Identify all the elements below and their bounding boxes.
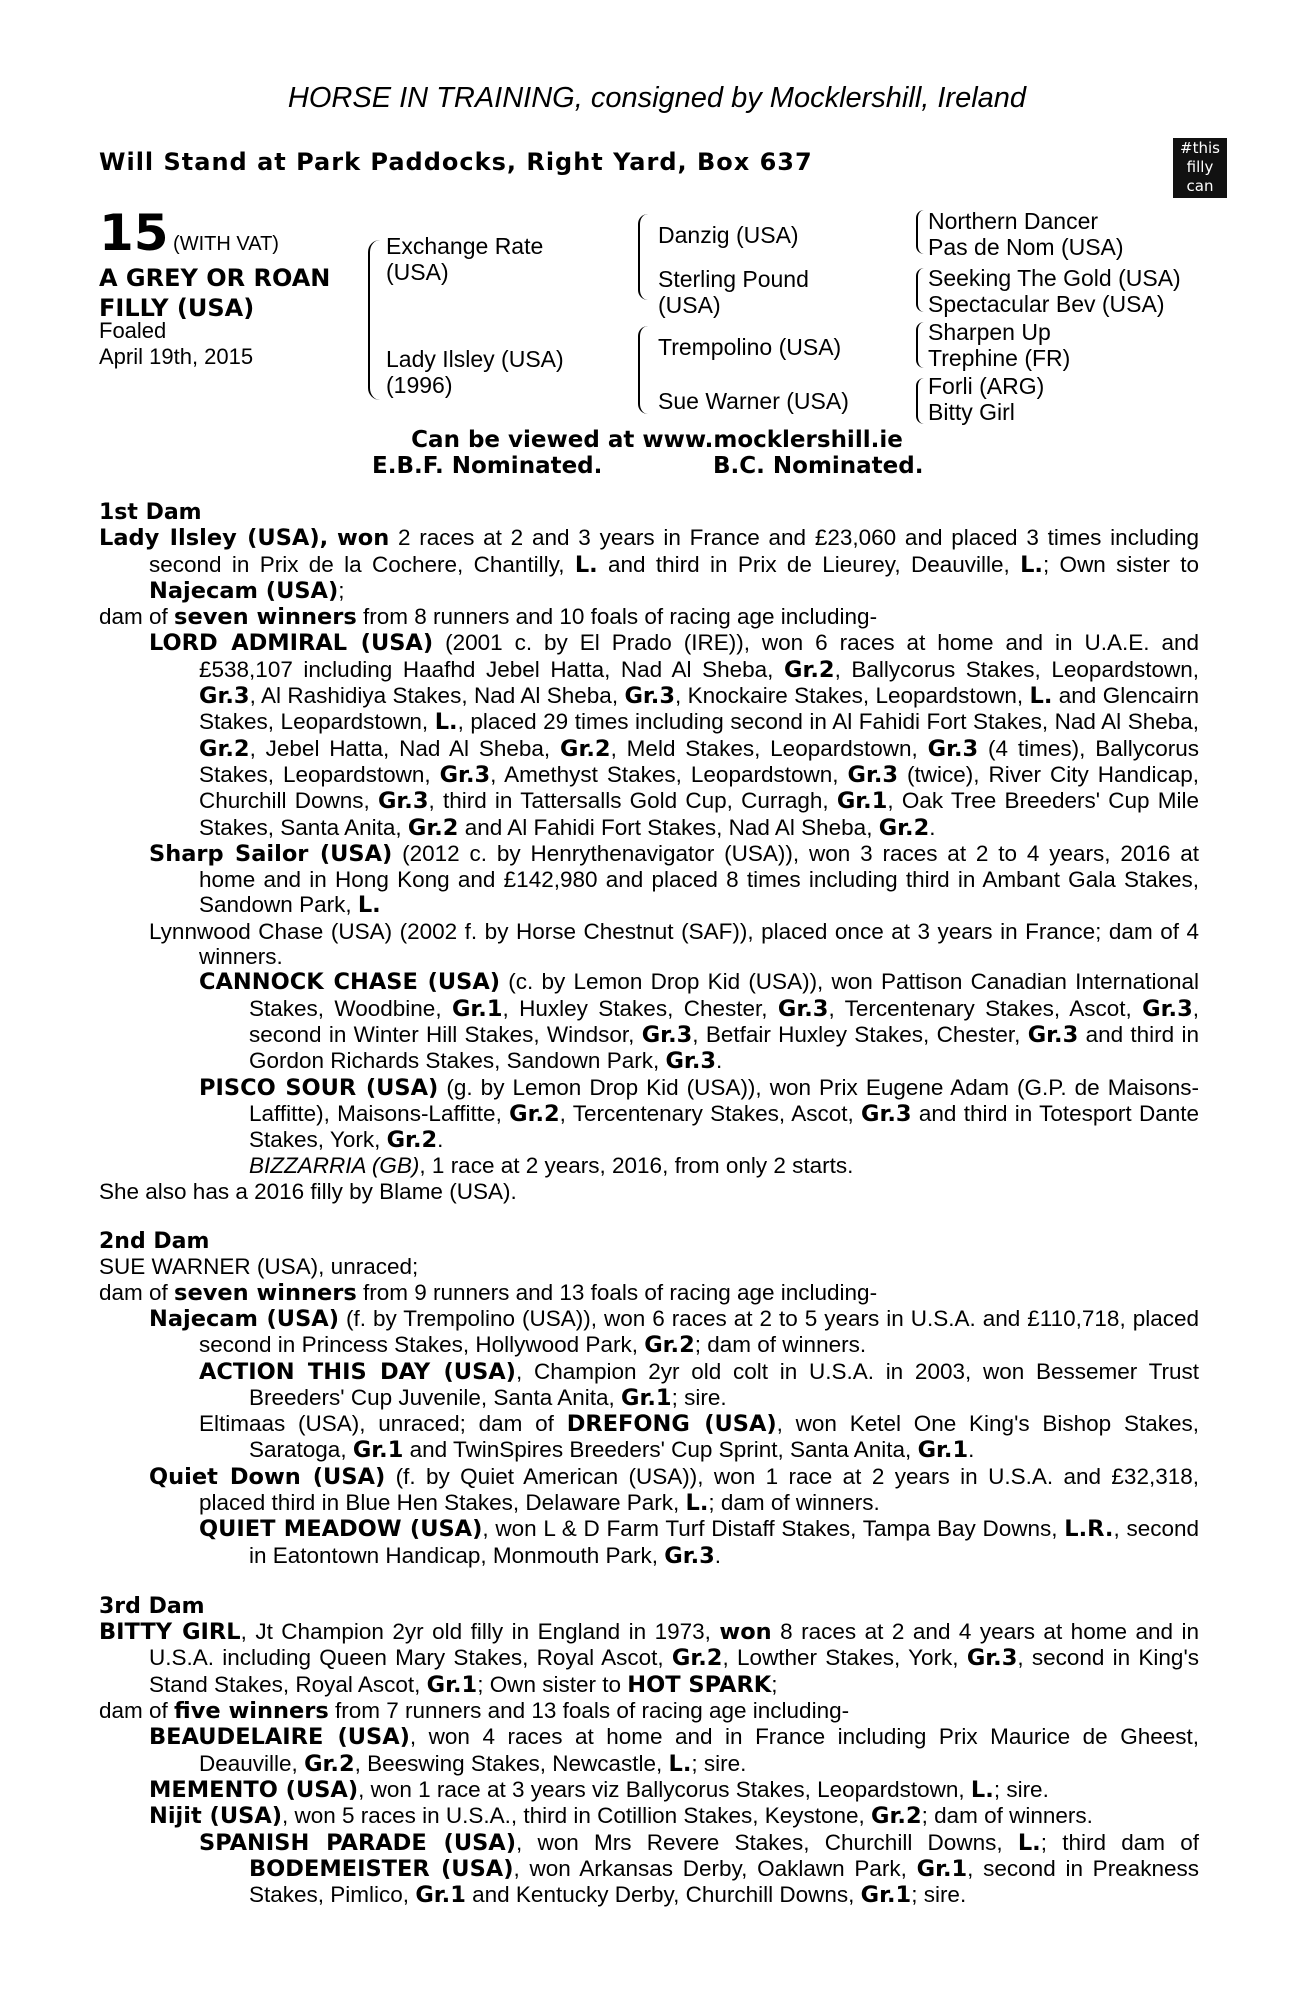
dam-name: Lady Ilsley (USA) [386, 346, 564, 372]
description-line-1: A GREY OR ROAN [99, 264, 331, 292]
pedigree-g7: Forli (ARG) [928, 373, 1045, 399]
produce-nijit: Nijit (USA), won 5 races in U.S.A., third in Cotillion Stakes, Keystone, Gr.2; dam of winners. [149, 1803, 1093, 1830]
lot-number: 15 [99, 204, 169, 262]
first-dam-heading: 1st Dam [99, 500, 202, 525]
pedigree-g8: Bitty Girl [928, 399, 1015, 425]
pedigree-sire-sire: Danzig (USA) [658, 222, 799, 248]
third-dam-produce-line: dam of five winners from 7 runners and 13 foals of racing age including- [99, 1698, 850, 1725]
lot-description [99, 263, 330, 323]
second-dam-heading: 2nd Dam [99, 1229, 210, 1255]
sire-parents-brace [638, 214, 648, 300]
produce-memento: MEMENTO (USA), won 1 race at 3 years viz Ballycorus Stakes, Leopardstown, L.; sire. [149, 1776, 1049, 1803]
foaled-date: April 19th, 2015 [99, 344, 254, 369]
description-line-2: FILLY (USA) [99, 294, 255, 322]
first-dam-produce-line: dam of seven winners from 8 runners and 10 foals of racing age including- [99, 604, 878, 631]
produce-lord-admiral: LORD ADMIRAL (USA) (2001 c. by El Prado (IRE)), won 6 races at home and in U.A.E. and £538,107 including Haafhd Jebel Hatta, Nad Al Sheba, Gr.2, Ballycorus Stakes, Leopardstown, Gr.3, Al Rashidiya Stakes, Nad Al Sheba, Gr.3, Knockaire Stakes, Leopardstown, L. and Glencairn Stakes, Leopardstown, L., placed 29 times including second in Al Fahidi Fort Stakes, Nad Al Sheba, Gr.2, Jebel Hatta, Nad Al Sheba, Gr.2, Meld Stakes, Leopardstown, Gr.3 (4 times), Ballycorus Stakes, Leopardstown, Gr.3, Amethyst Stakes, Leopardstown, Gr.3 (twice), River City Handicap, Churchill Downs, Gr.3, third in Tattersalls Gold Cup, Curragh, Gr.1, Oak Tree Breeders' Cup Mile Stakes, Santa Anita, Gr.2 and Al Fahidi Fort Stakes, Nad Al Sheba, Gr.2. [149, 630, 1200, 841]
foaled-info [99, 318, 253, 370]
pedigree-sire-dam [658, 266, 809, 318]
g-brace-2 [916, 268, 924, 312]
vat-label: (WITH VAT) [173, 233, 279, 255]
produce-action-this-day: ACTION THIS DAY (USA), Champion 2yr old colt in U.S.A. in 2003, won Bessemer Trust Breeders' Cup Juvenile, Santa Anita, Gr.1; sire. [199, 1358, 1199, 1411]
ebf-nominated: E.B.F. Nominated. [372, 453, 603, 479]
produce-pisco-sour: PISCO SOUR (USA) (g. by Lemon Drop Kid (USA)), won Prix Eugene Adam (G.P. de Maisons-Laffitte), Maisons-Laffitte, Gr.2, Tercentenary Stakes, Ascot, Gr.3 and third in Totesport Dante Stakes, York, Gr.2. [199, 1074, 1199, 1154]
g-brace-3 [916, 322, 924, 368]
badge-line-3: can [1186, 177, 1214, 195]
pedigree-g6: Trephine (FR) [928, 345, 1071, 371]
sire-dam-name: Sterling Pound [658, 266, 809, 292]
sire-dam-origin: (USA) [658, 292, 721, 318]
pedigree-dam-sire: Trempolino (USA) [658, 334, 842, 360]
own-sister-name: Najecam (USA) [149, 577, 339, 604]
produce-quiet-down: Quiet Down (USA) (f. by Quiet American (USA)), won 1 race at 2 years in U.S.A. and £32,318, placed third in Blue Hen Stakes, Delaware Park, L.; dam of winners. [149, 1463, 1199, 1516]
sire-dam-brace [368, 240, 380, 400]
sire-origin: (USA) [386, 259, 449, 285]
catalogue-body [99, 500, 1199, 1908]
lot-number-block [99, 204, 279, 262]
first-dam-name: Lady Ilsley (USA), [99, 525, 329, 552]
g-brace-1 [916, 210, 924, 254]
third-dam-paragraph: BITTY GIRL, Jt Champion 2yr old filly in England in 1973, won 8 races at 2 and 4 years at home and in U.S.A. including Queen Mary Stakes, Royal Ascot, Gr.2, Lowther Stakes, York, Gr.3, second in King's Stand Stakes, Royal Ascot, Gr.1; Own sister to HOT SPARK; [99, 1619, 1199, 1698]
pedigree-sire [386, 233, 543, 285]
produce-najecam: Najecam (USA) (f. by Trempolino (USA)), won 6 races at 2 to 5 years in U.S.A. and £110,718, placed second in Princess Stakes, Hollywood Park, Gr.2; dam of winners. [149, 1305, 1199, 1359]
produce-sharp-sailor: Sharp Sailor (USA) (2012 c. by Henrythenavigator (USA)), won 3 races at 2 to 4 years, 2016 at home and in Hong Kong and £142,980 and placed 8 times including third in Ambant Gala Stakes, Sandown Park, L. [149, 840, 1199, 919]
won-label: won [336, 525, 390, 552]
pedigree-g2: Pas de Nom (USA) [928, 234, 1124, 260]
badge-line-2: filly [1186, 158, 1214, 176]
pedigree-g4: Spectacular Bev (USA) [928, 291, 1165, 317]
produce-lynnwood-chase: Lynnwood Chase (USA) (2002 f. by Horse Chestnut (SAF)), placed once at 3 years in France; dam of 4 winners. [149, 918, 1199, 970]
dam-year: (1996) [386, 372, 453, 398]
first-dam-paragraph: Lady Ilsley (USA), won 2 races at 2 and 3 years in France and £23,060 and placed 3 times including second in Prix de la Cochere, Chantilly, L. and third in Prix de Lieurey, Deauville, L.; Own sister to Najecam (USA); [99, 525, 1199, 604]
stand-location: Will Stand at Park Paddocks, Right Yard, Box 637 [99, 148, 813, 176]
pedigree-dam-dam: Sue Warner (USA) [658, 388, 849, 414]
produce-bizzarria: BIZZARRIA (GB), 1 race at 2 years, 2016, from only 2 starts. [249, 1153, 854, 1179]
pedigree-g3: Seeking The Gold (USA) [928, 265, 1181, 291]
pedigree-g5: Sharpen Up [928, 319, 1051, 345]
this-filly-can-logo [1173, 138, 1227, 198]
dam-parents-brace [638, 326, 648, 414]
second-dam-name: SUE WARNER (USA), unraced; [99, 1254, 419, 1280]
g-brace-4 [916, 378, 924, 424]
sire-name: Exchange Rate [386, 233, 544, 259]
produce-eltimaas: Eltimaas (USA), unraced; dam of DREFONG (USA), won Ketel One King's Bishop Stakes, Saratoga, Gr.1 and TwinSpires Breeders' Cup Sprint, Santa Anita, Gr.1. [199, 1411, 1199, 1464]
badge-line-1: #this [1180, 139, 1220, 157]
view-link: Can be viewed at www.mocklershill.ie [411, 427, 903, 453]
produce-quiet-meadow: QUIET MEADOW (USA), won L & D Farm Turf Distaff Stakes, Tampa Bay Downs, L.R., second in Eatontown Handicap, Monmouth Park, Gr.3. [199, 1516, 1200, 1569]
produce-cannock-chase: CANNOCK CHASE (USA) (c. by Lemon Drop Kid (USA)), won Pattison Canadian International Stakes, Woodbine, Gr.1, Huxley Stakes, Chester, Gr.3, Tercentenary Stakes, Ascot, Gr.3, second in Winter Hill Stakes, Windsor, Gr.3, Betfair Huxley Stakes, Chester, Gr.3 and third in Gordon Richards Stakes, Sandown Park, Gr.3. [199, 969, 1200, 1075]
page-title: HORSE IN TRAINING, consigned by Mocklershill, Ireland [287, 82, 1027, 114]
pedigree-dam [386, 346, 564, 398]
produce-beaudelaire: BEAUDELAIRE (USA), won 4 races at home and in France including Prix Maurice de Gheest, Deauville, Gr.2, Beeswing Stakes, Newcastle, L.; sire. [149, 1724, 1199, 1777]
bc-nominated: B.C. Nominated. [713, 453, 924, 479]
produce-spanish-parade: SPANISH PARADE (USA), won Mrs Revere Stakes, Churchill Downs, L.; third dam of BODEMEISTER (USA), won Arkansas Derby, Oaklawn Park, Gr.1, second in Preakness Stakes, Pimlico, Gr.1 and Kentucky Derby, Churchill Downs, Gr.1; sire. [199, 1829, 1199, 1909]
foaled-label: Foaled [99, 318, 167, 343]
second-dam-produce-line: dam of seven winners from 9 runners and 13 foals of racing age including- [99, 1279, 878, 1306]
pedigree-g1: Northern Dancer [928, 208, 1099, 234]
also-has-line: She also has a 2016 filly by Blame (USA). [99, 1178, 517, 1204]
third-dam-heading: 3rd Dam [99, 1593, 205, 1619]
